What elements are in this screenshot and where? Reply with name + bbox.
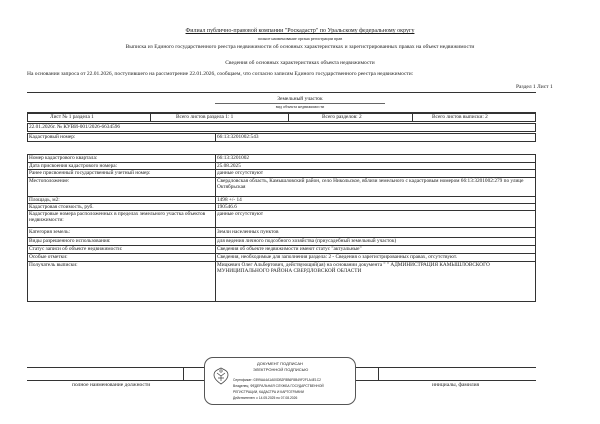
table-row-value: Свердловская область, Камышловский район, село Никольское, вблизи земельного с кадастровым номером 66:13:3201002:279 по улице Октябрьская	[217, 178, 524, 191]
total-sheets-section: Всего листов раздела 1: 1	[176, 114, 234, 120]
stamp-owner: Владелец: ФЕДЕРАЛЬНАЯ СЛУЖБА ГОСУДАРСТВЕННОЙ	[233, 384, 324, 388]
table-row-value: данные отсутствуют	[217, 211, 264, 217]
table-row-label: Статус записи об объекте недвижимости:	[29, 246, 123, 252]
object-type-caption: вид объекта недвижимости	[275, 104, 325, 109]
position-caption: полное наименование должности	[72, 382, 151, 388]
table-row-value: Сведения об объекте недвижимости имеют статус "актуальные"	[217, 246, 362, 252]
total-sheets: Всего листов выписки: 2	[432, 114, 488, 120]
stamp-certificate: Сертификат: 0399AA4A1A00DB2F8B6F8B49F2F1A4E1C2	[233, 378, 321, 382]
table-row-value: Сведения, необходимые для заполнения раздела: 2 - Сведения о зарегистрированных правах, отсутствуют.	[217, 254, 458, 260]
sheet-section: Лист № 1 раздела 1	[50, 114, 94, 120]
table-row-label: Категория земель:	[29, 229, 70, 235]
table-row-value: 190546.6	[217, 204, 237, 210]
table-row-label: Виды разрешенного использования:	[29, 238, 111, 244]
table-row-label: Площадь, м2:	[29, 197, 60, 203]
table-row-value: 25.08.2025	[217, 163, 241, 169]
total-sections: Всего разделов: 2	[322, 114, 362, 120]
electronic-signature-stamp	[204, 357, 356, 405]
table-row-label: Дата присвоения кадастрового номера:	[29, 163, 118, 169]
cadastral-number-label: Кадастровый номер:	[29, 134, 76, 140]
stamp-owner-cont: РЕГИСТРАЦИИ, КАДАСТРА И КАРТОГРАФИИ	[233, 390, 304, 394]
table-row-value: 66:13:3201002	[217, 155, 250, 161]
cadastral-number-value: 66:13:3201002:543	[217, 134, 259, 140]
table-row-label: Кадастровые номера расположенных в пределах земельного участка объектов недвижимости:	[29, 211, 206, 224]
table-row-value: 1498 +/- 14	[217, 197, 242, 203]
table-row-value: Земли населенных пунктов	[217, 229, 279, 235]
request-text: На основании запроса от 22.01.2026, поступившего на рассмотрение 22.01.2026, сообщаем, что согласно записям Единого государственного реестра недвижимости:	[27, 71, 414, 77]
table-row-value: Мицкевич Олег Альбертович, действующий(ая) на основании документа " " АДМИНИСТРАЦИЯ КАМЫШЛОВСКОГО МУНИЦИПАЛЬНОГО РАЙОНА СВЕРДЛОВСКОЙ ОБЛАСТИ	[217, 262, 490, 275]
organization-caption: полное наименование органа регистрации прав	[257, 36, 343, 41]
coat-of-arms-icon	[211, 366, 231, 386]
table-row-value: данные отсутствуют	[217, 170, 264, 176]
object-type: Земельный участок	[277, 96, 323, 102]
doc-number: 22.01.2026г. № КУВИ-001/2026-6634596	[29, 124, 121, 130]
table-row-label: Местоположение:	[29, 178, 70, 184]
name-caption: инициалы, фамилия	[432, 382, 480, 388]
document-subtitle: Сведения об основных характеристиках объекта недвижимости	[225, 60, 375, 66]
table-row-label: Особые отметки:	[29, 254, 68, 260]
table-row-label: Номер кадастрового квартала:	[29, 155, 98, 161]
stamp-title: ДОКУМЕНТ ПОДПИСАН	[257, 361, 303, 366]
stamp-subtitle: ЭЛЕКТРОННОЙ ПОДПИСЬЮ	[253, 367, 309, 372]
stamp-validity: Действителен: с 14.05.2025 по 07.08.2026	[233, 396, 298, 400]
document-title: Выписка из Единого государственного реестра недвижимости об основных характеристиках и зарегистрированных правах на объект недвижимости	[125, 44, 475, 50]
table-row-label: Получатель выписки:	[29, 262, 78, 268]
section-label: Раздел 1 Лист 1	[516, 84, 553, 90]
table-row-value: для ведения личного подсобного хозяйства (приусадебный земельный участок)	[217, 238, 397, 244]
table-row-label: Ранее присвоенный государственный учетный номер:	[29, 170, 151, 176]
table-row-label: Кадастровая стоимость, руб.	[29, 204, 94, 210]
organization-name: Филиал публично-правовой компании "Роскадастр" по Уральскому федеральному округу	[185, 28, 415, 34]
